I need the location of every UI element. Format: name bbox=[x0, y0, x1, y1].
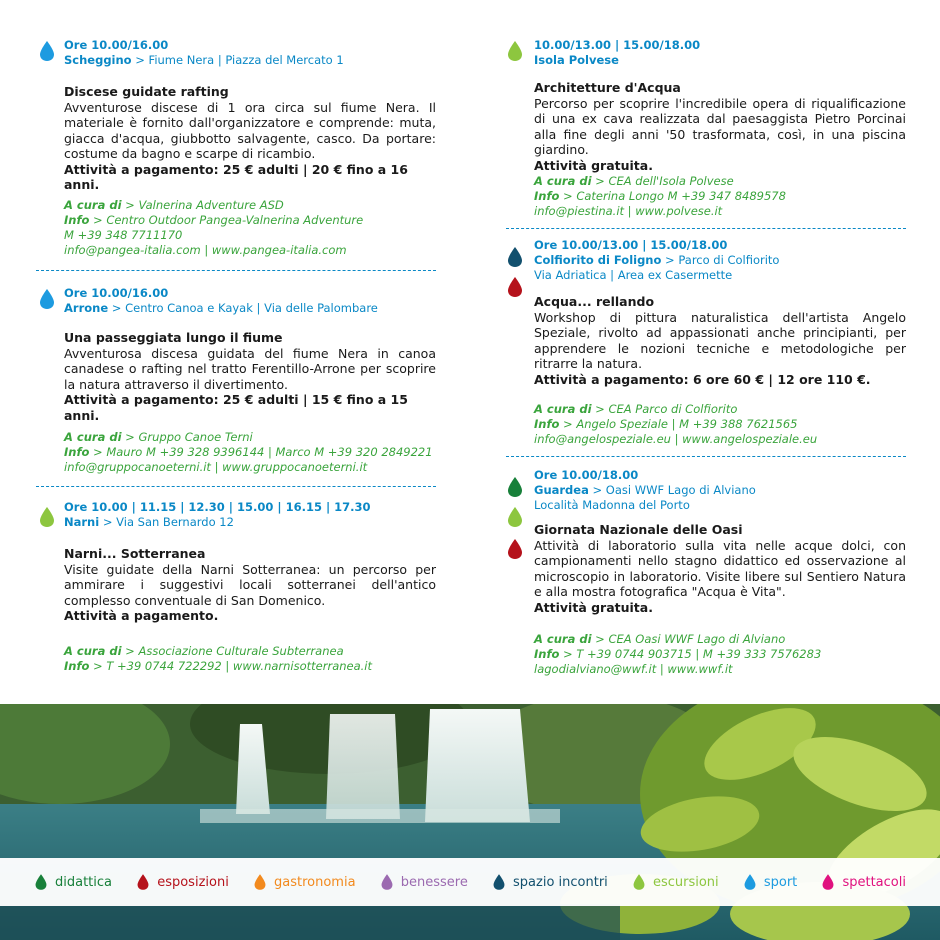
sport-drop-icon bbox=[743, 873, 757, 891]
info-line: > Caterina Longo M +39 347 8489578 bbox=[559, 189, 786, 203]
esposizioni-drop-icon bbox=[506, 276, 524, 298]
info-links[interactable]: info@angelospeziale.eu | www.angelospeziale.eu bbox=[534, 432, 818, 446]
event-payment: Attività gratuita. bbox=[534, 599, 653, 615]
info-links[interactable]: lagodialviano@wwf.it | www.wwf.it bbox=[534, 662, 733, 676]
legend-item-spettacoli bbox=[821, 873, 906, 891]
event-meta bbox=[534, 38, 700, 68]
organizer-label: A cura di bbox=[534, 632, 592, 646]
divider bbox=[506, 456, 906, 457]
event-title: Acqua... rellando bbox=[534, 294, 655, 309]
event-time: Ore 10.00/18.00 bbox=[534, 468, 639, 482]
legend-item-didattica bbox=[34, 873, 112, 891]
legend-item-gastronomia bbox=[253, 873, 356, 891]
event-meta bbox=[534, 238, 779, 283]
divider bbox=[36, 270, 436, 271]
event-description: Avventurosa discesa guidata del fiume Nera in canoa canadese o rafting nel tratto Ferentillo-Arrone per scoprire la natura attraverso il divertimento. bbox=[64, 345, 436, 392]
info-phone: M +39 348 7711170 bbox=[64, 228, 183, 242]
event-body bbox=[64, 546, 436, 624]
spazio-incontri-drop-icon bbox=[506, 246, 524, 268]
event-title: Discese guidate rafting bbox=[64, 84, 229, 99]
legend-label: benessere bbox=[400, 874, 468, 890]
event-contacts bbox=[64, 430, 436, 475]
legend-item-benessere bbox=[380, 873, 468, 891]
info-links[interactable]: info@gruppocanoeterni.it | www.gruppocanoeterni.it bbox=[64, 460, 368, 474]
category-legend bbox=[0, 858, 940, 906]
event-place-detail: > Oasi WWF Lago di Alviano bbox=[588, 483, 756, 497]
organizer-name: > Valnerina Adventure ASD bbox=[121, 198, 284, 212]
organizer-label: A cura di bbox=[64, 644, 122, 658]
event-meta bbox=[64, 38, 344, 68]
legend-item-escursioni bbox=[632, 873, 719, 891]
event-body bbox=[534, 80, 906, 173]
info-label: Info bbox=[64, 445, 90, 459]
escursioni-drop-icon bbox=[506, 506, 524, 528]
sport-drop-icon bbox=[38, 288, 56, 310]
esposizioni-drop-icon bbox=[136, 873, 150, 891]
event-body bbox=[64, 84, 436, 193]
divider bbox=[36, 486, 436, 487]
spettacoli-drop-icon bbox=[821, 873, 835, 891]
event-payment: Attività gratuita. bbox=[534, 157, 653, 173]
legend-label: spazio incontri bbox=[513, 874, 608, 890]
organizer-label: A cura di bbox=[64, 430, 122, 444]
event-contacts bbox=[64, 644, 436, 674]
didattica-drop-icon bbox=[34, 873, 48, 891]
info-label: Info bbox=[534, 417, 560, 431]
divider bbox=[506, 228, 906, 229]
event-contacts bbox=[534, 174, 906, 219]
event-contacts bbox=[64, 198, 436, 258]
event-time: Ore 10.00/16.00 bbox=[64, 286, 169, 300]
legend-item-esposizioni bbox=[136, 873, 229, 891]
info-label: Info bbox=[534, 189, 560, 203]
spazio-incontri-drop-icon bbox=[492, 873, 506, 891]
info-label: Info bbox=[64, 659, 90, 673]
organizer-name: > CEA Oasi WWF Lago di Alviano bbox=[591, 632, 786, 646]
organizer-name: > Gruppo Canoe Terni bbox=[121, 430, 253, 444]
event-place-name: Colfiorito di Foligno bbox=[534, 253, 662, 267]
event-time: Ore 10.00 | 11.15 | 12.30 | 15.00 | 16.15 | 17.30 bbox=[64, 500, 371, 514]
event-time: Ore 10.00/16.00 bbox=[64, 38, 169, 52]
event-place-detail: > Fiume Nera | Piazza del Mercato 1 bbox=[131, 53, 344, 67]
info-line: > Angelo Speziale | M +39 388 7621565 bbox=[559, 417, 798, 431]
organizer-name: > CEA Parco di Colfiorito bbox=[591, 402, 738, 416]
event-meta bbox=[64, 286, 378, 316]
event-description: Attività di laboratorio sulla vita nelle acque dolci, con campionamenti nello stagno didattico ed osservazione al microscopio in laboratorio. Visite libere sul Sentiero Natura e alla mostra fotografica "Acqua è Vita". bbox=[534, 537, 906, 599]
event-place-detail: > Centro Canoa e Kayak | Via delle Palombare bbox=[108, 301, 378, 315]
legend-label: sport bbox=[763, 874, 798, 890]
event-place-name: Isola Polvese bbox=[534, 53, 619, 67]
legend-label: gastronomia bbox=[274, 874, 356, 890]
event-place-detail: > Parco di Colfiorito bbox=[661, 253, 780, 267]
organizer-name: > CEA dell'Isola Polvese bbox=[591, 174, 734, 188]
event-time: 10.00/13.00 | 15.00/18.00 bbox=[534, 38, 701, 52]
event-payment: Attività a pagamento: 25 € adulti | 20 € fino a 16 anni. bbox=[64, 161, 408, 192]
escursioni-drop-icon bbox=[506, 40, 524, 62]
event-description: Visite guidate della Narni Sotterranea: un percorso per ammirare i suggestivi locali sotterranei dell'antico complesso conventuale di San Domenico. bbox=[64, 561, 436, 608]
escursioni-drop-icon bbox=[38, 506, 56, 528]
event-title: Giornata Nazionale delle Oasi bbox=[534, 522, 743, 537]
event-description: Avventurose discese di 1 ora circa sul fiume Nera. Il materiale è fornito dall'organizzatore e comprende: muta, giacca d'acqua, giubbotto salvagente, casco. Da portare: costume da bagno e scarpe di ricambio. bbox=[64, 99, 436, 161]
legend-label: spettacoli bbox=[842, 874, 906, 890]
legend-item-spazio-incontri bbox=[492, 873, 608, 891]
organizer-label: A cura di bbox=[64, 198, 122, 212]
event-place-name: Scheggino bbox=[64, 53, 132, 67]
benessere-drop-icon bbox=[380, 873, 394, 891]
gastronomia-drop-icon bbox=[253, 873, 267, 891]
organizer-name: > Associazione Culturale Subterranea bbox=[121, 644, 344, 658]
event-body bbox=[534, 294, 906, 387]
event-title: Narni... Sotterranea bbox=[64, 546, 206, 561]
event-title: Architetture d'Acqua bbox=[534, 80, 681, 95]
event-contacts bbox=[534, 402, 906, 447]
info-line: > Mauro M +39 328 9396144 | Marco M +39 320 2849221 bbox=[89, 445, 433, 459]
event-time: Ore 10.00/13.00 | 15.00/18.00 bbox=[534, 238, 728, 252]
legend-item-sport bbox=[743, 873, 797, 891]
legend-label: esposizioni bbox=[157, 874, 229, 890]
info-line: > T +39 0744 903715 | M +39 333 7576283 bbox=[559, 647, 822, 661]
escursioni-drop-icon bbox=[632, 873, 646, 891]
event-place-name: Guardea bbox=[534, 483, 589, 497]
organizer-label: A cura di bbox=[534, 402, 592, 416]
event-body bbox=[64, 330, 436, 423]
event-payment: Attività a pagamento: 25 € adulti | 15 € fino a 15 anni. bbox=[64, 392, 408, 423]
event-meta bbox=[64, 500, 371, 530]
legend-label: didattica bbox=[55, 874, 113, 890]
event-payment: Attività a pagamento. bbox=[64, 608, 219, 623]
info-line[interactable]: > T +39 0744 722292 | www.narnisotterranea.it bbox=[89, 659, 373, 673]
info-links[interactable]: info@piestina.it | www.polvese.it bbox=[534, 204, 723, 218]
info-label: Info bbox=[64, 213, 90, 227]
event-description: Percorso per scoprire l'incredibile opera di riqualificazione di una ex cava realizzata dal paesaggista Pietro Porcinai alla fine degli anni '50 trasformata, così, in una piscina giardino. bbox=[534, 95, 906, 157]
legend-label: escursioni bbox=[652, 874, 719, 890]
event-address: Via Adriatica | Area ex Casermette bbox=[534, 268, 733, 282]
event-place-name: Narni bbox=[64, 515, 100, 529]
event-title: Una passeggiata lungo il fiume bbox=[64, 330, 283, 345]
event-meta bbox=[534, 468, 756, 513]
event-place-name: Arrone bbox=[64, 301, 109, 315]
event-contacts bbox=[534, 632, 906, 677]
info-line: > Centro Outdoor Pangea-Valnerina Adventure bbox=[89, 213, 364, 227]
sport-drop-icon bbox=[38, 40, 56, 62]
event-address: Località Madonna del Porto bbox=[534, 498, 690, 512]
event-body bbox=[534, 522, 906, 615]
event-place-detail: > Via San Bernardo 12 bbox=[99, 515, 234, 529]
event-payment: Attività a pagamento: 6 ore 60 € | 12 ore 110 €. bbox=[534, 371, 871, 387]
event-description: Workshop di pittura naturalistica dell'artista Angelo Speziale, rivolto ad appassionati anche principianti, per apprendere le nozioni tecniche e metodologiche per ritrarre la natura. bbox=[534, 309, 906, 371]
info-label: Info bbox=[534, 647, 560, 661]
organizer-label: A cura di bbox=[534, 174, 592, 188]
didattica-drop-icon bbox=[506, 476, 524, 498]
esposizioni-drop-icon bbox=[506, 538, 524, 560]
info-links[interactable]: info@pangea-italia.com | www.pangea-italia.com bbox=[64, 243, 347, 257]
